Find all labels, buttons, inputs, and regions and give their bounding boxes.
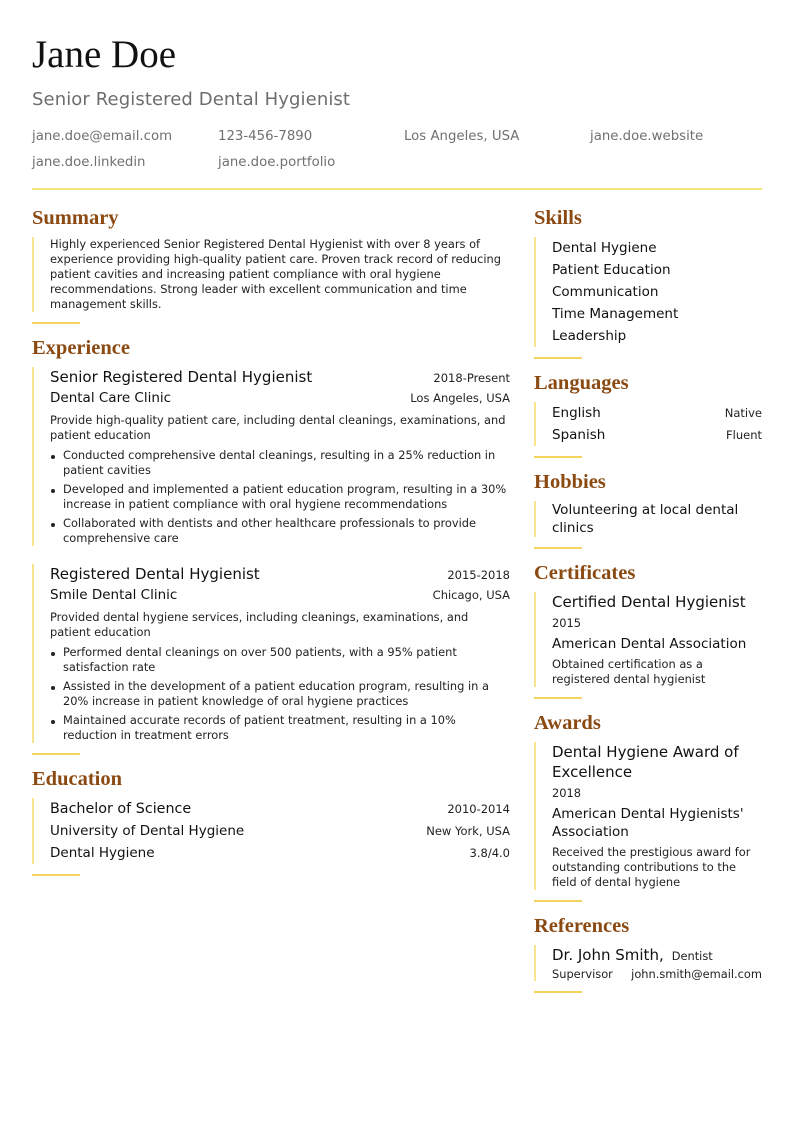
reference-relation: Supervisor xyxy=(552,967,613,981)
award-title: Dental Hygiene Award of Excellence xyxy=(552,743,739,781)
skills-heading: Skills xyxy=(534,207,582,229)
contact-phone[interactable]: 123-456-7890 xyxy=(218,129,313,144)
skill-item: Dental Hygiene xyxy=(552,240,657,256)
language-name: English xyxy=(552,405,601,421)
contact-portfolio[interactable]: jane.doe.portfolio xyxy=(218,155,336,170)
job-title: Senior Registered Dental Hygienist xyxy=(50,368,313,386)
languages-section xyxy=(534,370,762,458)
section-divider xyxy=(534,357,582,359)
section-divider xyxy=(32,753,80,755)
candidate-headline: Senior Registered Dental Hygienist xyxy=(32,89,351,110)
section-divider xyxy=(534,900,582,902)
language-item xyxy=(552,402,762,424)
experience-section xyxy=(32,335,510,755)
job-location: Los Angeles, USA xyxy=(410,391,510,405)
summary-section xyxy=(32,205,510,324)
education-field: Dental Hygiene xyxy=(50,845,155,861)
certificate-item xyxy=(534,592,762,687)
references-heading: References xyxy=(534,915,630,937)
education-entry xyxy=(32,798,510,864)
certificate-description: Obtained certification as a registered dental hygienist xyxy=(552,657,706,686)
achievement-item: Maintained accurate records of patient treatment, resulting in a 10% reduction in treatment errors xyxy=(50,713,510,743)
hobbies-section xyxy=(534,469,762,549)
job-description: Provide high-quality patient care, including dental cleanings, examinations, and patient education xyxy=(50,413,506,442)
experience-job xyxy=(32,564,510,743)
hobby-item: Volunteering at local dental clinics xyxy=(552,502,739,536)
job-description: Provided dental hygiene services, including cleanings, examinations, and patient education xyxy=(50,610,469,639)
award-description: Received the prestigious award for outstanding contributions to the field of dental hygiene xyxy=(552,845,751,889)
certificate-year: 2015 xyxy=(552,616,581,630)
job-date: 2018-Present xyxy=(433,371,510,385)
hobbies-heading: Hobbies xyxy=(534,471,606,493)
hobbies-list xyxy=(534,501,762,537)
contact-info xyxy=(32,128,762,171)
reference-item xyxy=(534,945,762,981)
languages-list xyxy=(534,402,762,446)
education-school: University of Dental Hygiene xyxy=(50,823,245,839)
achievement-item: Performed dental cleanings on over 500 patients, with a 95% patient satisfaction rate xyxy=(50,645,510,675)
award-issuer: American Dental Hygienists' Association xyxy=(552,806,744,840)
award-item xyxy=(534,742,762,890)
certificate-title: Certified Dental Hygienist xyxy=(552,593,746,611)
contact-website[interactable]: jane.doe.website xyxy=(590,129,704,144)
contact-email[interactable]: jane.doe@email.com xyxy=(32,129,173,144)
job-date: 2015-2018 xyxy=(447,568,510,582)
skill-item: Time Management xyxy=(552,306,679,322)
references-section xyxy=(534,913,762,993)
section-divider xyxy=(534,456,582,458)
certificate-issuer: American Dental Association xyxy=(552,636,747,652)
reference-name: Dr. John Smith, xyxy=(552,946,664,964)
summary-text: Highly experienced Senior Registered Dental Hygienist with over 8 years of experience providing high-quality patient care. Proven track record of reducing patient cavities and increasing patient compliance with oral hygiene recommendations. Strong leader with excellent communication and time management skills. xyxy=(50,237,502,311)
skills-section xyxy=(534,205,762,359)
education-location: New York, USA xyxy=(426,824,510,838)
awards-section xyxy=(534,710,762,902)
award-year: 2018 xyxy=(552,786,581,800)
job-company: Dental Care Clinic xyxy=(50,390,172,406)
education-date: 2010-2014 xyxy=(447,802,510,816)
language-level: Fluent xyxy=(726,428,762,442)
awards-heading: Awards xyxy=(534,712,601,734)
achievement-item: Assisted in the development of a patient education program, resulting in a 20% increase in patient knowledge of oral hygiene practices xyxy=(50,679,510,709)
language-level: Native xyxy=(724,406,762,420)
job-location: Chicago, USA xyxy=(432,588,510,602)
reference-email[interactable]: john.smith@email.com xyxy=(631,967,762,981)
left-column xyxy=(32,205,510,887)
skill-item: Patient Education xyxy=(552,262,671,278)
summary-body xyxy=(32,237,510,312)
language-item xyxy=(552,424,762,446)
skills-list xyxy=(534,237,762,347)
reference-role: Dentist xyxy=(671,949,713,963)
section-divider xyxy=(534,697,582,699)
languages-heading: Languages xyxy=(534,372,629,394)
job-title: Registered Dental Hygienist xyxy=(50,565,260,583)
education-degree: Bachelor of Science xyxy=(50,801,192,817)
achievement-item: Conducted comprehensive dental cleanings, resulting in a 25% reduction in patient cavities xyxy=(50,448,510,478)
skill-item: Communication xyxy=(552,284,659,300)
section-divider xyxy=(32,322,80,324)
job-company: Smile Dental Clinic xyxy=(50,587,178,603)
education-heading: Education xyxy=(32,768,122,790)
language-name: Spanish xyxy=(552,427,606,443)
right-column xyxy=(534,205,762,1004)
section-divider xyxy=(534,547,582,549)
section-divider xyxy=(534,991,582,993)
certificates-heading: Certificates xyxy=(534,562,636,584)
skill-item: Leadership xyxy=(552,328,627,344)
job-achievements xyxy=(50,645,510,743)
job-achievements xyxy=(50,448,510,546)
certificates-section xyxy=(534,560,762,699)
candidate-name: Jane Doe xyxy=(32,33,177,76)
achievement-item: Collaborated with dentists and other healthcare professionals to provide comprehensive care xyxy=(50,516,510,546)
summary-heading: Summary xyxy=(32,207,119,229)
experience-heading: Experience xyxy=(32,337,130,359)
header-divider xyxy=(32,188,762,190)
contact-location: Los Angeles, USA xyxy=(404,129,520,144)
section-divider xyxy=(32,874,80,876)
contact-linkedin[interactable]: jane.doe.linkedin xyxy=(32,155,146,170)
education-section xyxy=(32,766,510,876)
education-gpa: 3.8/4.0 xyxy=(469,846,510,860)
achievement-item: Developed and implemented a patient education program, resulting in a 30% increase in patient compliance with oral hygiene recommendations xyxy=(50,482,510,512)
experience-job xyxy=(32,367,510,546)
